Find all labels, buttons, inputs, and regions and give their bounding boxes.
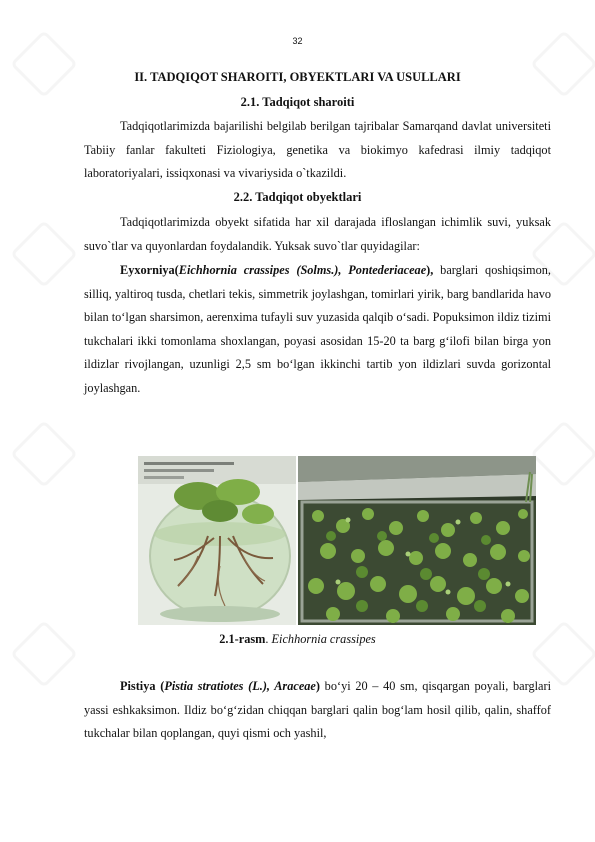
figure-caption-name: Eichhornia crassipes <box>271 632 376 646</box>
photo-eichhornia-greenhouse-pool <box>298 456 536 625</box>
pistia-name: Pistiya ( <box>120 679 165 693</box>
photo-eichhornia-in-bowl <box>138 456 296 625</box>
paragraph-pistia <box>84 675 551 746</box>
paragraph-objects: Tadqiqotlarimizda obyekt sifatida har xil darajada ifloslangan ichimlik suvi, yuksak suvo`tlar va quyonlardan foydalandik. Yuksak suvo`tlar quyidagilar: <box>84 215 551 253</box>
eichhornia-name-end: ), <box>426 263 434 277</box>
eichhornia-name: Eyxorniya( <box>120 263 179 277</box>
figure-caption-separator: . <box>265 632 272 646</box>
pistia-description: bo‘yi 20 – 40 sm, qisqargan poyali, barglari yassi eshkaksimon. Ildiz bo‘g‘zidan chiqqan barglari qalin bog‘lam hosil qilib, qalin, shaffof tukchalar bilan qoplangan, quyi qismi och yashil, <box>84 679 551 740</box>
chapter-heading: II. TADQIQOT SHAROITI, OBYEKTLARI VA USULLARI <box>134 70 461 84</box>
page-number: 32 <box>292 36 303 46</box>
section-heading-2-1: 2.1. Tadqiqot sharoiti <box>240 95 355 109</box>
paragraph-eichhornia <box>84 259 551 400</box>
figure-eichhornia <box>138 456 536 625</box>
pistia-name-end: ) <box>315 679 320 693</box>
paragraph-conditions: Tadqiqotlarimizda bajarilishi belgilab berilgan tajribalar Samarqand davlat universiteti Tabiiy fanlar fakulteti Fiziologiya, genetika va biokimyo kafedrasi ilmiy tadqiqot laboratoriyalari, issiqxonasi va vivariysida o`tkazildi. <box>84 119 551 180</box>
eichhornia-latin-name: Eichhornia crassipes (Solms.), Pontederiaceae <box>178 263 427 277</box>
figure-caption-label: 2.1-rasm <box>219 632 266 646</box>
section-heading-2-2: 2.2. Tadqiqot obyektlari <box>233 190 362 204</box>
eichhornia-description: barglari qoshiqsimon, silliq, yaltiroq tusda, chetlari tekis, simmetrik joylashgan, tomirlari yirik, barg bandlarida havo bilan to‘lgan sharsimon, aerenxima tufayli suv yuzasida qalqib o‘sadi. Popuksimon ildiz tizimi tukchalari ikki tomonlama shoxlangan, poyasi asosidan 15-20 ta barg g‘ilofi bilan birga yon ildizlar rivojlangan, uzunligi 2,5 sm bo‘lgan ikkinchi tartib yon ildizlari suvda gorizontal joylashgan. <box>84 263 551 395</box>
figure-caption <box>0 632 595 647</box>
pistia-latin-name: Pistia stratiotes (L.), Araceae <box>164 679 316 693</box>
